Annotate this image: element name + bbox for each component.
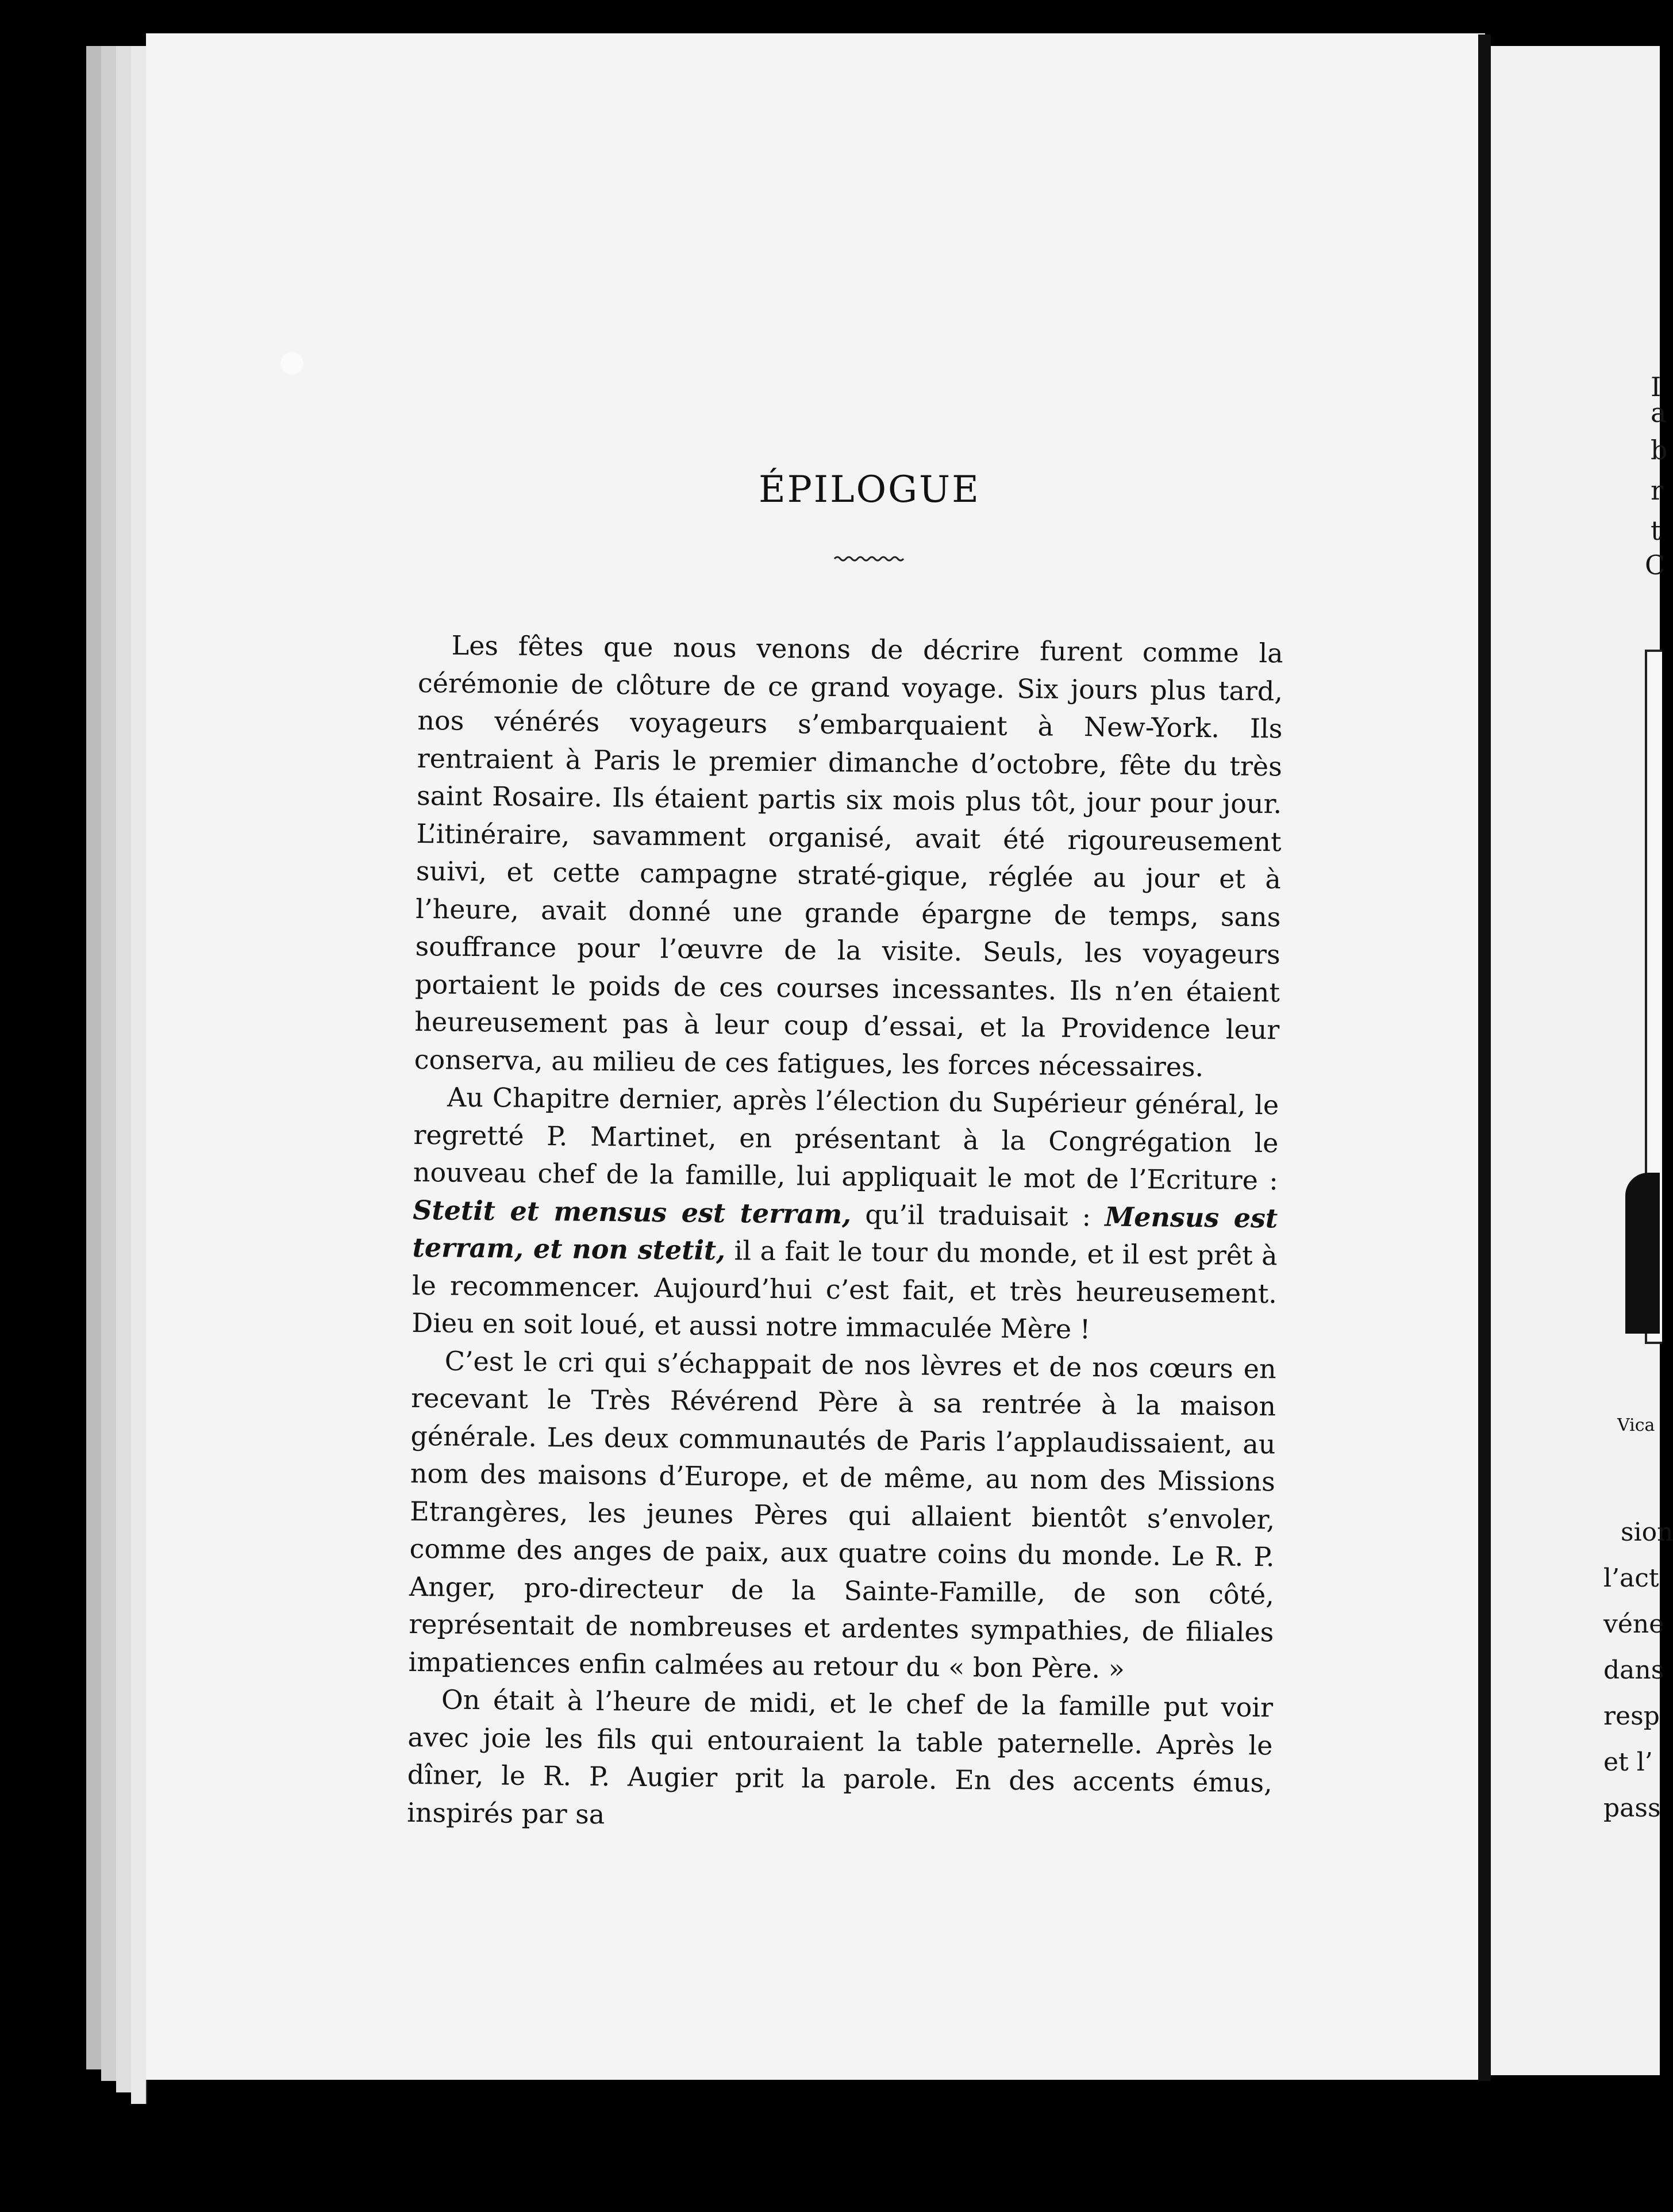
facing-page-line: l’act (1603, 1564, 1659, 1593)
facing-page-line: sion (1621, 1518, 1673, 1547)
photo-caption: Vica (1617, 1415, 1655, 1435)
page-edge (101, 46, 117, 2081)
text-run: Au Chapitre dernier, après l’élection du Supérieur général, le regretté P. Martinet, en présentant à la Congrégation le nouveau chef de la famille, lui appliquait le mot de l’Ecriture : (413, 1081, 1279, 1196)
facing-page-line: véne (1603, 1610, 1664, 1639)
book-gutter (1478, 34, 1491, 2081)
italic-quote: Stetit et mensus est terram, (413, 1194, 852, 1230)
facing-page-letter: b (1651, 435, 1668, 466)
body-text (407, 627, 1283, 1840)
paragraph (407, 1681, 1273, 1840)
facing-page-line: pass (1603, 1794, 1661, 1823)
facing-page-line: dans (1603, 1656, 1664, 1685)
facing-page-line: resp (1603, 1702, 1660, 1731)
scan-speck (280, 352, 303, 375)
facing-page-letter: C (1645, 550, 1666, 581)
paragraph (411, 1078, 1279, 1350)
page-title: ÉPILOGUE (759, 468, 980, 511)
facing-page-letter: t (1651, 515, 1662, 546)
text-run: Les fêtes que nous venons de décrire furent comme la cérémonie de clôture de ce grand voyage. Six jours plus tard, nos vénérés voyageurs s’embarquaient à New-York. Ils rentraient à Paris le premier dimanche d’octobre, fête du très saint Rosaire. Ils étaient partis six mois plus tôt, jour pour jour. L’itinéraire, savamment organisé, avait été rigoureusement suivi, et cette campagne straté-gique, réglée au jour et à l’heure, avait donné une grande épargne de temps, sans souffrance pour l’œuvre de la visite. Seuls, les voyageurs portaient le poids de ces courses incessantes. Ils n’en étaient heureusement pas à leur coup d’essai, et la Providence leur conserva, au milieu de ces fatigues, les forces nécessaires. (414, 629, 1283, 1082)
facing-page-letter: I (1651, 371, 1662, 402)
paragraph (414, 627, 1283, 1086)
paragraph (408, 1342, 1276, 1689)
text-run: qu’il traduisait : (851, 1198, 1105, 1232)
title-ornament (833, 553, 902, 564)
text-run: C’est le cri qui s’échappait de nos lèvres et de nos cœurs en recevant le Très Révérend Père à sa rentrée à la maison générale. Les deux communautés de Paris l’applaudissaient, au nom des maisons d’Europe, et de même, au nom des Missions Etrangères, les jeunes Pères qui allaient bientôt s’envoler, comme des anges de paix, aux quatre coins du monde. Le R. P. Anger, pro-directeur de la Sainte-Famille, de son côté, représentait de nombreuses et ardentes sympathies, de filiales impatiences enfin calmées au retour du « bon Père. » (408, 1345, 1276, 1684)
facing-page-letter: a (1651, 397, 1667, 428)
page-edge (116, 46, 132, 2092)
italic-quote: Mensus est terram, et non stetit, (412, 1201, 1278, 1266)
text-run: il a fait le tour du monde, et il est prêt à le recommencer. Aujourd’hui c’est fait, et très heureusement. Dieu en soit loué, et aussi notre immaculée Mère ! (411, 1235, 1278, 1345)
page-edge (86, 46, 102, 2069)
page-edge (131, 46, 147, 2104)
text-run: On était à l’heure de midi, et le chef de la famille put voir avec joie les fils qui entouraient la table paternelle. Après le dîner, le R. P. Augier prit la parole. En des accents émus, inspirés par sa (406, 1684, 1274, 1830)
facing-page-letter: r (1651, 475, 1663, 506)
facing-page-line: et l’ (1603, 1748, 1653, 1777)
photo-figure (1625, 1173, 1660, 1334)
